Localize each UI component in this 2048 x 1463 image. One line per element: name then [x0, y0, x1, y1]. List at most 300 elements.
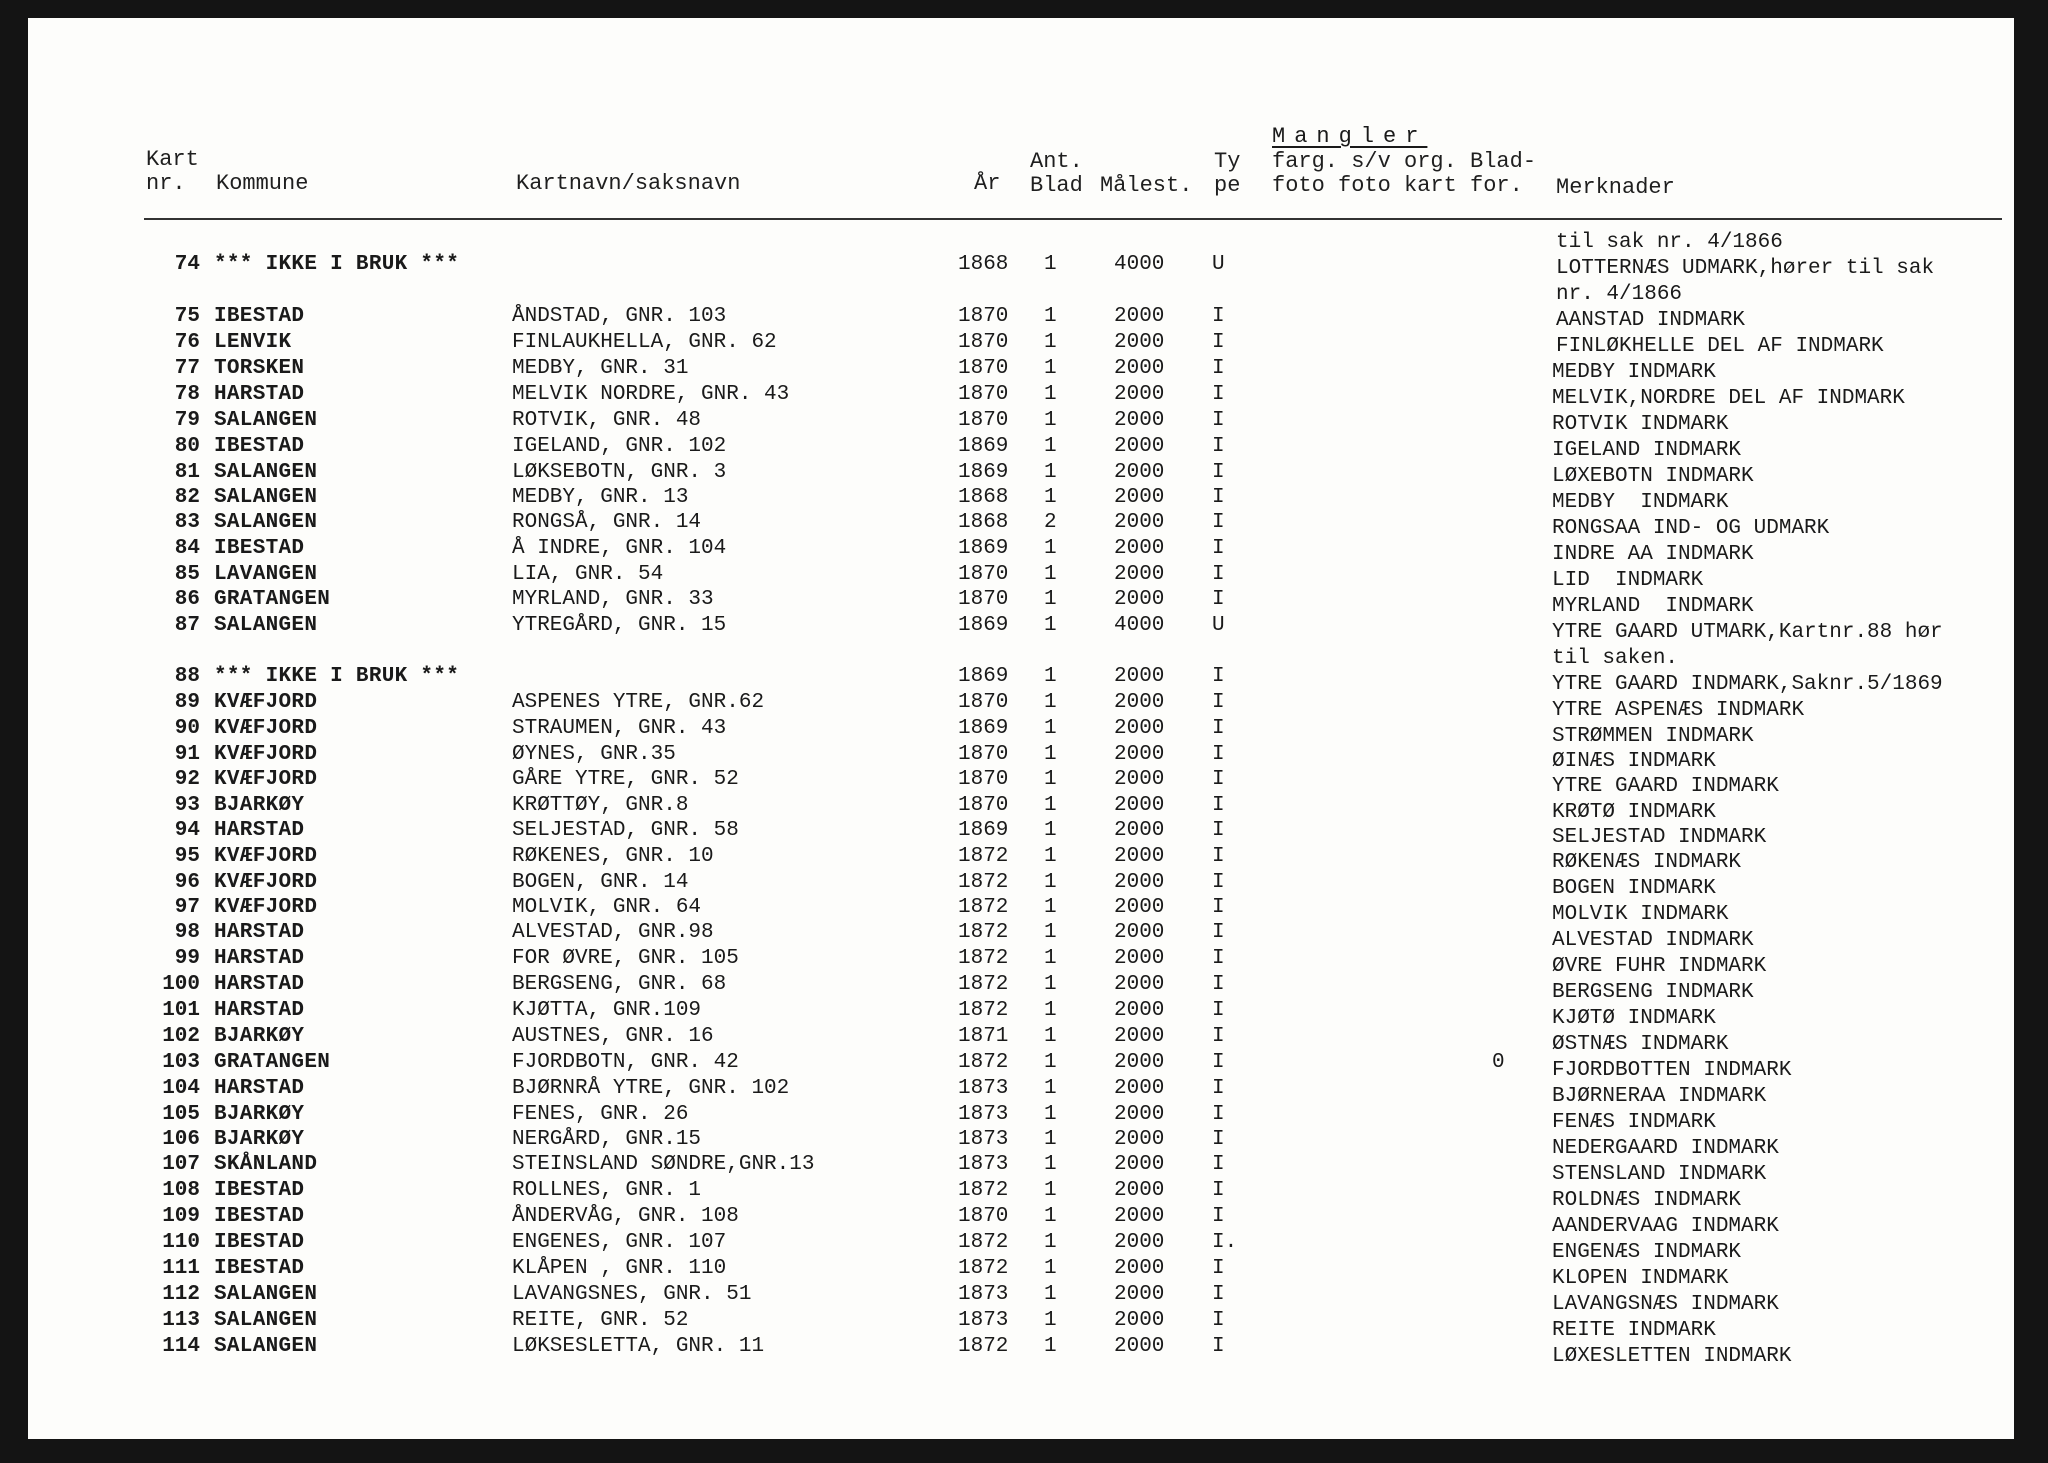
- cell-kartnavn: KRØTTØY, GNR.8: [512, 794, 689, 817]
- cell-kommune: HARSTAD: [214, 973, 305, 996]
- cell-malestokk: 2000: [1114, 357, 1165, 380]
- cell-type: I: [1212, 461, 1225, 484]
- cell-type: I: [1212, 383, 1225, 406]
- merknad-line: BJØRNERAA INDMARK: [1552, 1085, 1767, 1108]
- cell-type: I: [1212, 1103, 1225, 1126]
- merknad-line: MOLVIK INDMARK: [1552, 903, 1729, 926]
- cell-kommune: BJARKØY: [214, 1128, 305, 1151]
- cell-ar: 1870: [958, 357, 1009, 380]
- header-mangler-l1: farg. s/v org. Blad-: [1272, 149, 1537, 174]
- cell-kommune: IBESTAD: [214, 1257, 305, 1280]
- cell-type: I: [1212, 845, 1225, 868]
- merknad-line: ALVESTAD INDMARK: [1552, 929, 1754, 952]
- cell-ant-blad: 1: [1044, 331, 1057, 354]
- cell-ant-blad: 1: [1044, 357, 1057, 380]
- cell-type: I: [1212, 973, 1225, 996]
- cell-kart-nr: 88: [174, 665, 200, 688]
- cell-ant-blad: 1: [1044, 794, 1057, 817]
- cell-malestokk: 2000: [1114, 588, 1165, 611]
- header-type-l2: pe: [1214, 173, 1241, 198]
- header-ar: År: [974, 171, 1001, 196]
- cell-ant-blad: 1: [1044, 819, 1057, 842]
- cell-type: U: [1212, 614, 1225, 637]
- header-kart-nr-l1: Kart: [146, 147, 199, 172]
- cell-kartnavn: ROLLNES, GNR. 1: [512, 1179, 702, 1202]
- cell-ar: 1872: [958, 1257, 1009, 1280]
- cell-type: I: [1212, 1309, 1225, 1332]
- cell-type: I: [1212, 357, 1225, 380]
- cell-malestokk: 2000: [1114, 845, 1165, 868]
- cell-ant-blad: 1: [1044, 409, 1057, 432]
- merknad-line: BOGEN INDMARK: [1552, 877, 1716, 900]
- cell-kommune: KVÆFJORD: [214, 743, 318, 766]
- cell-kartnavn: BJØRNRÅ YTRE, GNR. 102: [512, 1077, 790, 1100]
- cell-kommune: *** IKKE I BRUK ***: [214, 665, 460, 688]
- merknad-line: til saken.: [1552, 647, 1679, 670]
- merknad-line: MEDBY INDMARK: [1552, 491, 1729, 514]
- cell-malestokk: 2000: [1114, 305, 1165, 328]
- cell-ant-blad: 1: [1044, 305, 1057, 328]
- cell-kommune: SALANGEN: [214, 1283, 318, 1306]
- merknad-line: SELJESTAD INDMARK: [1552, 826, 1767, 849]
- cell-kommune: LAVANGEN: [214, 563, 318, 586]
- cell-type: I: [1212, 871, 1225, 894]
- cell-kart-nr: 97: [174, 896, 200, 919]
- merknad-line: ØSTNÆS INDMARK: [1552, 1033, 1729, 1056]
- cell-malestokk: 2000: [1114, 1257, 1165, 1280]
- cell-malestokk: 2000: [1114, 1051, 1165, 1074]
- merknad-line: YTRE ASPENÆS INDMARK: [1552, 699, 1805, 722]
- cell-ant-blad: 1: [1044, 947, 1057, 970]
- cell-kommune: GRATANGEN: [214, 588, 331, 611]
- merknad-line: ROTVIK INDMARK: [1552, 413, 1729, 436]
- cell-malestokk: 2000: [1114, 973, 1165, 996]
- merknad-line: ENGENÆS INDMARK: [1552, 1241, 1742, 1264]
- cell-kartnavn: ALVESTAD, GNR.98: [512, 921, 714, 944]
- cell-kommune: BJARKØY: [214, 1103, 305, 1126]
- cell-type: I: [1212, 511, 1225, 534]
- cell-ar: 1870: [958, 331, 1009, 354]
- cell-kommune: LENVIK: [214, 331, 292, 354]
- cell-ant-blad: 2: [1044, 511, 1057, 534]
- cell-kartnavn: FJORDBOTN, GNR. 42: [512, 1051, 739, 1074]
- cell-kartnavn: FOR ØVRE, GNR. 105: [512, 947, 739, 970]
- cell-malestokk: 2000: [1114, 1103, 1165, 1126]
- merknad-line: ROLDNÆS INDMARK: [1552, 1189, 1742, 1212]
- cell-ant-blad: 1: [1044, 999, 1057, 1022]
- cell-kart-nr: 104: [162, 1077, 200, 1100]
- cell-ar: 1870: [958, 691, 1009, 714]
- cell-kommune: SALANGEN: [214, 409, 318, 432]
- cell-kartnavn: MELVIK NORDRE, GNR. 43: [512, 383, 790, 406]
- cell-kommune: TORSKEN: [214, 357, 305, 380]
- cell-malestokk: 2000: [1114, 743, 1165, 766]
- cell-kart-nr: 87: [174, 614, 200, 637]
- merknad-line: KRØTØ INDMARK: [1552, 801, 1716, 824]
- cell-malestokk: 2000: [1114, 1335, 1165, 1358]
- cell-kart-nr: 77: [174, 357, 200, 380]
- cell-malestokk: 4000: [1114, 614, 1165, 637]
- header-ant-l2: Blad: [1030, 173, 1083, 198]
- cell-kartnavn: LØKSESLETTA, GNR. 11: [512, 1335, 765, 1358]
- cell-type: I: [1212, 1025, 1225, 1048]
- cell-ar: 1872: [958, 1231, 1009, 1254]
- cell-ant-blad: 1: [1044, 1205, 1057, 1228]
- merknad-line: FJORDBOTTEN INDMARK: [1552, 1059, 1792, 1082]
- cell-malestokk: 2000: [1114, 819, 1165, 842]
- cell-kommune: IBESTAD: [214, 1231, 305, 1254]
- cell-ar: 1872: [958, 973, 1009, 996]
- merknad-line: NEDERGAARD INDMARK: [1552, 1137, 1779, 1160]
- header-malest: Målest.: [1100, 173, 1193, 198]
- cell-ar: 1872: [958, 845, 1009, 868]
- cell-ant-blad: 1: [1044, 383, 1057, 406]
- cell-ant-blad: 1: [1044, 1103, 1057, 1126]
- header-mangler: Mangler: [1272, 124, 1428, 149]
- cell-ar: 1870: [958, 743, 1009, 766]
- cell-kartnavn: MOLVIK, GNR. 64: [512, 896, 702, 919]
- cell-malestokk: 2000: [1114, 383, 1165, 406]
- cell-kart-nr: 82: [174, 486, 200, 509]
- cell-kart-nr: 84: [174, 537, 200, 560]
- cell-kart-nr: 91: [174, 743, 200, 766]
- cell-kart-nr: 100: [162, 973, 200, 996]
- cell-kommune: IBESTAD: [214, 435, 305, 458]
- cell-malestokk: 2000: [1114, 1128, 1165, 1151]
- cell-kart-nr: 113: [162, 1309, 200, 1332]
- cell-ar: 1872: [958, 921, 1009, 944]
- merknad-line: LØXEBOTN INDMARK: [1552, 465, 1754, 488]
- cell-type: I.: [1212, 1231, 1238, 1254]
- cell-ant-blad: 1: [1044, 1179, 1057, 1202]
- cell-type: I: [1212, 717, 1225, 740]
- cell-type: I: [1212, 1179, 1225, 1202]
- cell-kommune: BJARKØY: [214, 1025, 305, 1048]
- cell-kommune: IBESTAD: [214, 305, 305, 328]
- cell-ar: 1872: [958, 896, 1009, 919]
- cell-type: I: [1212, 305, 1225, 328]
- cell-type: I: [1212, 588, 1225, 611]
- cell-ant-blad: 1: [1044, 537, 1057, 560]
- cell-ant-blad: 1: [1044, 486, 1057, 509]
- merknad-line: MELVIK,NORDRE DEL AF INDMARK: [1552, 387, 1905, 410]
- merknad-line: YTRE GAARD INDMARK,Saknr.5/1869: [1552, 673, 1943, 696]
- header-merknader: Merknader: [1556, 175, 1675, 200]
- cell-kartnavn: ENGENES, GNR. 107: [512, 1231, 727, 1254]
- cell-ar: 1872: [958, 1335, 1009, 1358]
- cell-malestokk: 2000: [1114, 1077, 1165, 1100]
- merknad-line: til sak nr. 4/1866: [1556, 231, 1783, 254]
- cell-kartnavn: RØKENES, GNR. 10: [512, 845, 714, 868]
- cell-kartnavn: LØKSEBOTN, GNR. 3: [512, 461, 727, 484]
- cell-ar: 1870: [958, 563, 1009, 586]
- cell-ant-blad: 1: [1044, 691, 1057, 714]
- cell-kartnavn: Å INDRE, GNR. 104: [512, 537, 727, 560]
- cell-kartnavn: BERGSENG, GNR. 68: [512, 973, 727, 996]
- cell-ar: 1872: [958, 999, 1009, 1022]
- cell-malestokk: 2000: [1114, 947, 1165, 970]
- cell-type: I: [1212, 1051, 1225, 1074]
- cell-mangler: 0: [1492, 1051, 1505, 1074]
- cell-ant-blad: 1: [1044, 1025, 1057, 1048]
- merknad-line: INDRE AA INDMARK: [1552, 543, 1754, 566]
- cell-malestokk: 4000: [1114, 253, 1165, 276]
- cell-ar: 1870: [958, 1205, 1009, 1228]
- cell-type: I: [1212, 486, 1225, 509]
- cell-type: I: [1212, 999, 1225, 1022]
- cell-kartnavn: ROTVIK, GNR. 48: [512, 409, 702, 432]
- cell-ant-blad: 1: [1044, 973, 1057, 996]
- cell-kommune: SALANGEN: [214, 1335, 318, 1358]
- cell-malestokk: 2000: [1114, 1231, 1165, 1254]
- cell-kartnavn: FENES, GNR. 26: [512, 1103, 689, 1126]
- cell-ant-blad: 1: [1044, 896, 1057, 919]
- cell-kart-nr: 74: [174, 253, 200, 276]
- cell-ar: 1869: [958, 537, 1009, 560]
- cell-kart-nr: 112: [162, 1283, 200, 1306]
- cell-kommune: HARSTAD: [214, 947, 305, 970]
- cell-kartnavn: ØYNES, GNR.35: [512, 743, 676, 766]
- cell-malestokk: 2000: [1114, 1283, 1165, 1306]
- cell-kartnavn: ÅNDERVÅG, GNR. 108: [512, 1205, 739, 1228]
- cell-ant-blad: 1: [1044, 921, 1057, 944]
- cell-kommune: SALANGEN: [214, 1309, 318, 1332]
- cell-malestokk: 2000: [1114, 921, 1165, 944]
- cell-type: I: [1212, 537, 1225, 560]
- cell-malestokk: 2000: [1114, 794, 1165, 817]
- cell-kart-nr: 92: [174, 768, 200, 791]
- header-ant-l1: Ant.: [1030, 149, 1083, 174]
- cell-ant-blad: 1: [1044, 1257, 1057, 1280]
- header-kartnavn: Kartnavn/saksnavn: [516, 171, 741, 196]
- cell-malestokk: 2000: [1114, 409, 1165, 432]
- cell-ant-blad: 1: [1044, 461, 1057, 484]
- cell-kommune: IBESTAD: [214, 1179, 305, 1202]
- merknad-line: YTRE GAARD UTMARK,Kartnr.88 hør: [1552, 621, 1943, 644]
- cell-kartnavn: MEDBY, GNR. 13: [512, 486, 689, 509]
- cell-malestokk: 2000: [1114, 1179, 1165, 1202]
- cell-kart-nr: 110: [162, 1231, 200, 1254]
- cell-kart-nr: 103: [162, 1051, 200, 1074]
- merknad-line: MYRLAND INDMARK: [1552, 595, 1754, 618]
- cell-ant-blad: 1: [1044, 253, 1057, 276]
- cell-type: I: [1212, 743, 1225, 766]
- cell-kart-nr: 111: [162, 1257, 200, 1280]
- cell-kommune: HARSTAD: [214, 999, 305, 1022]
- cell-ar: 1870: [958, 794, 1009, 817]
- cell-malestokk: 2000: [1114, 435, 1165, 458]
- cell-kart-nr: 85: [174, 563, 200, 586]
- cell-kart-nr: 108: [162, 1179, 200, 1202]
- cell-kommune: KVÆFJORD: [214, 896, 318, 919]
- cell-ar: 1868: [958, 253, 1009, 276]
- cell-malestokk: 2000: [1114, 1205, 1165, 1228]
- cell-malestokk: 2000: [1114, 691, 1165, 714]
- cell-kartnavn: REITE, GNR. 52: [512, 1309, 689, 1332]
- cell-ant-blad: 1: [1044, 768, 1057, 791]
- merknad-line: ØVRE FUHR INDMARK: [1552, 955, 1767, 978]
- cell-kart-nr: 107: [162, 1153, 200, 1176]
- cell-kommune: KVÆFJORD: [214, 768, 318, 791]
- cell-malestokk: 2000: [1114, 665, 1165, 688]
- cell-ar: 1873: [958, 1103, 1009, 1126]
- cell-type: I: [1212, 409, 1225, 432]
- cell-kart-nr: 75: [174, 305, 200, 328]
- merknad-line: KLOPEN INDMARK: [1552, 1267, 1729, 1290]
- cell-kart-nr: 105: [162, 1103, 200, 1126]
- cell-ant-blad: 1: [1044, 1128, 1057, 1151]
- cell-kommune: KVÆFJORD: [214, 845, 318, 868]
- cell-kart-nr: 78: [174, 383, 200, 406]
- cell-type: I: [1212, 896, 1225, 919]
- cell-kart-nr: 86: [174, 588, 200, 611]
- cell-kommune: HARSTAD: [214, 921, 305, 944]
- cell-kommune: *** IKKE I BRUK ***: [214, 253, 460, 276]
- cell-kartnavn: BOGEN, GNR. 14: [512, 871, 689, 894]
- merknad-line: KJØTØ INDMARK: [1552, 1007, 1716, 1030]
- header-rule: [144, 218, 2002, 220]
- cell-ant-blad: 1: [1044, 1283, 1057, 1306]
- cell-kommune: GRATANGEN: [214, 1051, 331, 1074]
- merknad-line: YTRE GAARD INDMARK: [1552, 775, 1779, 798]
- cell-kommune: SALANGEN: [214, 614, 318, 637]
- cell-malestokk: 2000: [1114, 768, 1165, 791]
- cell-kartnavn: MYRLAND, GNR. 33: [512, 588, 714, 611]
- cell-kommune: IBESTAD: [214, 1205, 305, 1228]
- cell-kommune: KVÆFJORD: [214, 717, 318, 740]
- cell-ant-blad: 1: [1044, 871, 1057, 894]
- cell-kommune: KVÆFJORD: [214, 691, 318, 714]
- cell-ar: 1869: [958, 665, 1009, 688]
- cell-kartnavn: STEINSLAND SØNDRE,GNR.13: [512, 1153, 815, 1176]
- cell-malestokk: 2000: [1114, 331, 1165, 354]
- cell-malestokk: 2000: [1114, 896, 1165, 919]
- cell-kart-nr: 90: [174, 717, 200, 740]
- cell-ant-blad: 1: [1044, 717, 1057, 740]
- cell-kommune: SKÅNLAND: [214, 1153, 318, 1176]
- merknad-line: AANSTAD INDMARK: [1556, 309, 1746, 332]
- cell-type: I: [1212, 819, 1225, 842]
- cell-ar: 1869: [958, 717, 1009, 740]
- cell-ar: 1872: [958, 871, 1009, 894]
- cell-kommune: HARSTAD: [214, 383, 305, 406]
- cell-malestokk: 2000: [1114, 563, 1165, 586]
- cell-type: I: [1212, 768, 1225, 791]
- cell-type: I: [1212, 1205, 1225, 1228]
- cell-kartnavn: AUSTNES, GNR. 16: [512, 1025, 714, 1048]
- header-kommune: Kommune: [216, 171, 309, 196]
- header-mangler-l2: foto foto kart for.: [1272, 173, 1523, 198]
- cell-kartnavn: KLÅPEN , GNR. 110: [512, 1257, 727, 1280]
- cell-kart-nr: 98: [174, 921, 200, 944]
- cell-type: I: [1212, 331, 1225, 354]
- cell-ant-blad: 1: [1044, 1309, 1057, 1332]
- cell-kart-nr: 79: [174, 409, 200, 432]
- cell-kartnavn: IGELAND, GNR. 102: [512, 435, 727, 458]
- cell-ar: 1869: [958, 819, 1009, 842]
- cell-kart-nr: 106: [162, 1128, 200, 1151]
- cell-type: I: [1212, 563, 1225, 586]
- cell-kartnavn: MEDBY, GNR. 31: [512, 357, 689, 380]
- cell-kartnavn: FINLAUKHELLA, GNR. 62: [512, 331, 777, 354]
- cell-kart-nr: 99: [174, 947, 200, 970]
- cell-ant-blad: 1: [1044, 1335, 1057, 1358]
- cell-kartnavn: SELJESTAD, GNR. 58: [512, 819, 739, 842]
- cell-kartnavn: LIA, GNR. 54: [512, 563, 664, 586]
- cell-kart-nr: 81: [174, 461, 200, 484]
- header-type-l1: Ty: [1214, 149, 1241, 174]
- cell-malestokk: 2000: [1114, 999, 1165, 1022]
- merknad-line: FINLØKHELLE DEL AF INDMARK: [1556, 335, 1884, 358]
- cell-ant-blad: 1: [1044, 1051, 1057, 1074]
- cell-ar: 1870: [958, 588, 1009, 611]
- cell-kommune: HARSTAD: [214, 1077, 305, 1100]
- merknad-line: IGELAND INDMARK: [1552, 439, 1742, 462]
- cell-kommune: SALANGEN: [214, 461, 318, 484]
- cell-malestokk: 2000: [1114, 461, 1165, 484]
- cell-type: I: [1212, 665, 1225, 688]
- cell-ar: 1873: [958, 1077, 1009, 1100]
- cell-ar: 1872: [958, 947, 1009, 970]
- cell-kart-nr: 109: [162, 1205, 200, 1228]
- cell-kart-nr: 89: [174, 691, 200, 714]
- cell-ar: 1869: [958, 461, 1009, 484]
- cell-type: I: [1212, 947, 1225, 970]
- cell-malestokk: 2000: [1114, 511, 1165, 534]
- cell-type: I: [1212, 1153, 1225, 1176]
- merknad-line: AANDERVAAG INDMARK: [1552, 1215, 1779, 1238]
- cell-type: I: [1212, 921, 1225, 944]
- merknad-line: RONGSAA IND- OG UDMARK: [1552, 517, 1830, 540]
- cell-kommune: BJARKØY: [214, 794, 305, 817]
- cell-kart-nr: 95: [174, 845, 200, 868]
- cell-ar: 1869: [958, 614, 1009, 637]
- merknad-line: BERGSENG INDMARK: [1552, 981, 1754, 1004]
- cell-type: I: [1212, 1335, 1225, 1358]
- merknad-line: nr. 4/1866: [1556, 283, 1683, 306]
- cell-ar: 1873: [958, 1153, 1009, 1176]
- cell-ant-blad: 1: [1044, 665, 1057, 688]
- cell-kartnavn: KJØTTA, GNR.109: [512, 999, 702, 1022]
- merknad-line: LID INDMARK: [1552, 569, 1704, 592]
- cell-ant-blad: 1: [1044, 614, 1057, 637]
- cell-malestokk: 2000: [1114, 1153, 1165, 1176]
- cell-ant-blad: 1: [1044, 563, 1057, 586]
- cell-kart-nr: 114: [162, 1335, 200, 1358]
- cell-type: I: [1212, 1128, 1225, 1151]
- cell-kart-nr: 80: [174, 435, 200, 458]
- cell-kommune: SALANGEN: [214, 486, 318, 509]
- merknad-line: REITE INDMARK: [1552, 1319, 1716, 1342]
- cell-malestokk: 2000: [1114, 717, 1165, 740]
- cell-malestokk: 2000: [1114, 537, 1165, 560]
- cell-ant-blad: 1: [1044, 435, 1057, 458]
- cell-type: I: [1212, 1257, 1225, 1280]
- cell-ant-blad: 1: [1044, 743, 1057, 766]
- cell-kommune: HARSTAD: [214, 819, 305, 842]
- table-row: [0, 895, 2048, 921]
- cell-type: I: [1212, 794, 1225, 817]
- merknad-line: LAVANGSNÆS INDMARK: [1552, 1293, 1779, 1316]
- cell-kartnavn: RONGSÅ, GNR. 14: [512, 511, 702, 534]
- cell-ant-blad: 1: [1044, 1153, 1057, 1176]
- cell-type: I: [1212, 691, 1225, 714]
- cell-ant-blad: 1: [1044, 845, 1057, 868]
- cell-kart-nr: 94: [174, 819, 200, 842]
- merknad-line: STENSLAND INDMARK: [1552, 1163, 1767, 1186]
- merknad-line: MEDBY INDMARK: [1552, 361, 1716, 384]
- cell-kartnavn: LAVANGSNES, GNR. 51: [512, 1283, 752, 1306]
